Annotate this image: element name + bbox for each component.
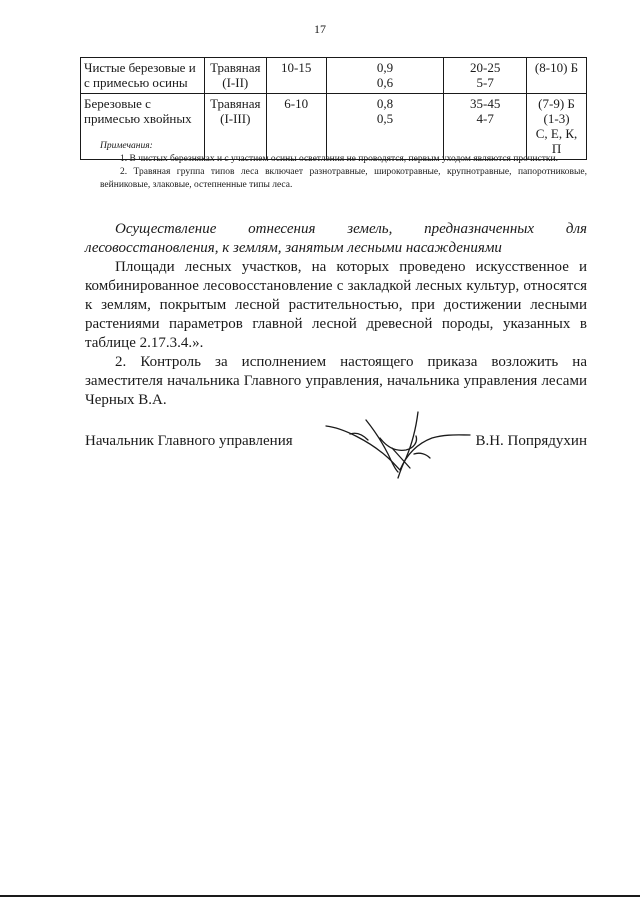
table-cell-group (204, 58, 266, 94)
cell-line: с примесью осины (84, 75, 188, 90)
table-cell-age (444, 58, 527, 94)
cell-line: 4-7 (476, 111, 494, 126)
cell-line: 0,8 (376, 96, 394, 111)
signatory-name: В.Н. Попрядухин (475, 433, 587, 449)
cell-line: 0,5 (376, 111, 394, 126)
table-cell-composition (527, 58, 587, 94)
cell-line: 5-7 (476, 75, 494, 90)
section-heading: Осуществление отнесения земель, предназначенных для лесовосстановления, к землям, занятым лесными насаждениями (85, 221, 587, 256)
cell-line: 0,9 (376, 60, 394, 75)
table-cell-name (81, 58, 205, 94)
handwritten-signature (322, 408, 472, 480)
cell-line: (I-II) (222, 75, 249, 90)
cell-line: (1-3) (543, 111, 570, 126)
cell-line: Чистые березовые и (84, 60, 196, 75)
table-row (81, 58, 587, 94)
notes-section (100, 140, 587, 192)
cell-line: 0,6 (376, 75, 394, 90)
table-cell-range (266, 58, 326, 94)
note-item-2: 2. Травяная группа типов леса включает разнотравные, широкотравные, крупнотравные, папоротниковые, вейниковые, злаковые, остепненные типы леса. (100, 167, 587, 190)
table-cell-density (326, 58, 444, 94)
paragraph-2: 2. Контроль за исполнением настоящего приказа возложить на заместителя начальника Главного управления, начальника управления лесами Черных В.А. (85, 354, 587, 408)
cell-line: (8-10) Б (534, 60, 579, 75)
bottom-border (0, 895, 640, 897)
cell-line: (I-III) (220, 111, 251, 126)
cell-line: Березовые с (84, 96, 151, 111)
page-number: 17 (314, 22, 326, 36)
cell-line: Травяная (210, 96, 261, 111)
notes-title: Примечания: (100, 141, 153, 151)
cell-line: (7-9) Б (538, 96, 575, 111)
cell-line: примесью хвойных (84, 111, 192, 126)
cell-line: 20-25 (470, 60, 501, 75)
paragraph-1: Площади лесных участков, на которых проведено искусственное и комбинированное лесовосстановление с закладкой лесных культур, относятся к землям, покрытым лесной растительностью, при достижении лесными растениями параметров главной лесной древесной породы, указанных в таблице 2.17.3.4.». (85, 259, 587, 351)
cell-line: Травяная (210, 60, 261, 75)
cell-line: 6-10 (284, 96, 309, 111)
cell-line: С, Е, К, П (535, 126, 578, 156)
body-text (85, 220, 587, 410)
cell-line: 35-45 (470, 96, 501, 111)
cell-line: 10-15 (281, 60, 312, 75)
signatory-position: Начальник Главного управления (85, 433, 293, 449)
note-item-1: 1. В чистых березняках и с участием осины осветления не проводятся, первым уходом являются прочистки. (120, 154, 558, 164)
